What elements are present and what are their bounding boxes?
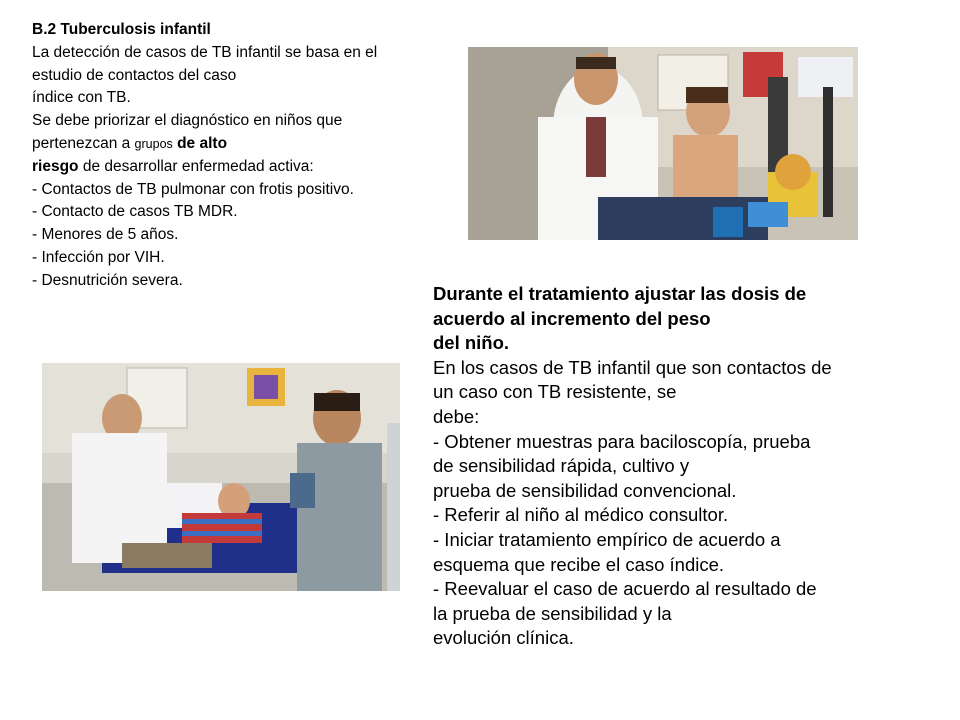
risk-list-item: - Menores de 5 años. — [32, 226, 179, 244]
right-line: En los casos de TB infantil que son contactos de — [433, 356, 832, 378]
risk-list-item: - Infección por VIH. — [32, 248, 165, 266]
left-line-3: índice con TB. — [32, 89, 131, 107]
right-line: debe: — [433, 405, 480, 427]
right-bold-line: Durante el tratamiento ajustar las dosis de — [433, 283, 807, 304]
left-line-6 — [32, 156, 452, 179]
left-line-5-a: pertenezcan a — [32, 134, 135, 152]
left-line-1: La detección de casos de TB infantil se basa en el — [32, 43, 378, 61]
left-text-block — [32, 19, 452, 293]
right-bold-line: del niño. — [433, 332, 510, 354]
doctor-stethoscope-image — [468, 47, 858, 240]
left-line-6-b: de desarrollar enfermedad activa: — [78, 157, 314, 175]
left-line-4: Se debe priorizar el diagnóstico en niños que — [32, 112, 343, 130]
right-line: la prueba de sensibilidad y la — [433, 602, 672, 624]
left-line-2: estudio de contactos del caso — [32, 66, 237, 84]
right-line: - Referir al niño al médico consultor. — [433, 504, 729, 526]
right-line: un caso con TB resistente, se — [433, 381, 677, 403]
right-line: - Iniciar tratamiento empírico de acuerdo a — [433, 528, 781, 550]
hospital-bed-photo — [42, 363, 400, 591]
right-line: prueba de sensibilidad convencional. — [433, 479, 737, 501]
left-line-5-c: de alto — [172, 134, 228, 152]
risk-list-item: - Contactos de TB pulmonar con frotis positivo. — [32, 180, 354, 198]
right-line: de sensibilidad rápida, cultivo y — [433, 455, 690, 477]
hospital-bed-image — [42, 363, 400, 591]
left-line-6-a: riesgo — [32, 157, 79, 175]
right-line: - Obtener muestras para baciloscopía, prueba — [433, 430, 811, 452]
right-line: esquema que recibe el caso índice. — [433, 553, 725, 575]
right-bold-line: acuerdo al incremento del peso — [433, 307, 711, 329]
right-line: - Reevaluar el caso de acuerdo al resultado de — [433, 578, 817, 600]
right-text-block — [433, 282, 933, 651]
risk-list-item: - Contacto de casos TB MDR. — [32, 203, 238, 221]
section-title: B.2 Tuberculosis infantil — [32, 21, 211, 38]
doctor-stethoscope-photo — [468, 47, 858, 240]
risk-list-item: - Desnutrición severa. — [32, 271, 183, 289]
right-line: evolución clínica. — [433, 627, 574, 649]
left-line-5-b: grupos — [134, 136, 173, 151]
left-line-5 — [32, 133, 452, 156]
